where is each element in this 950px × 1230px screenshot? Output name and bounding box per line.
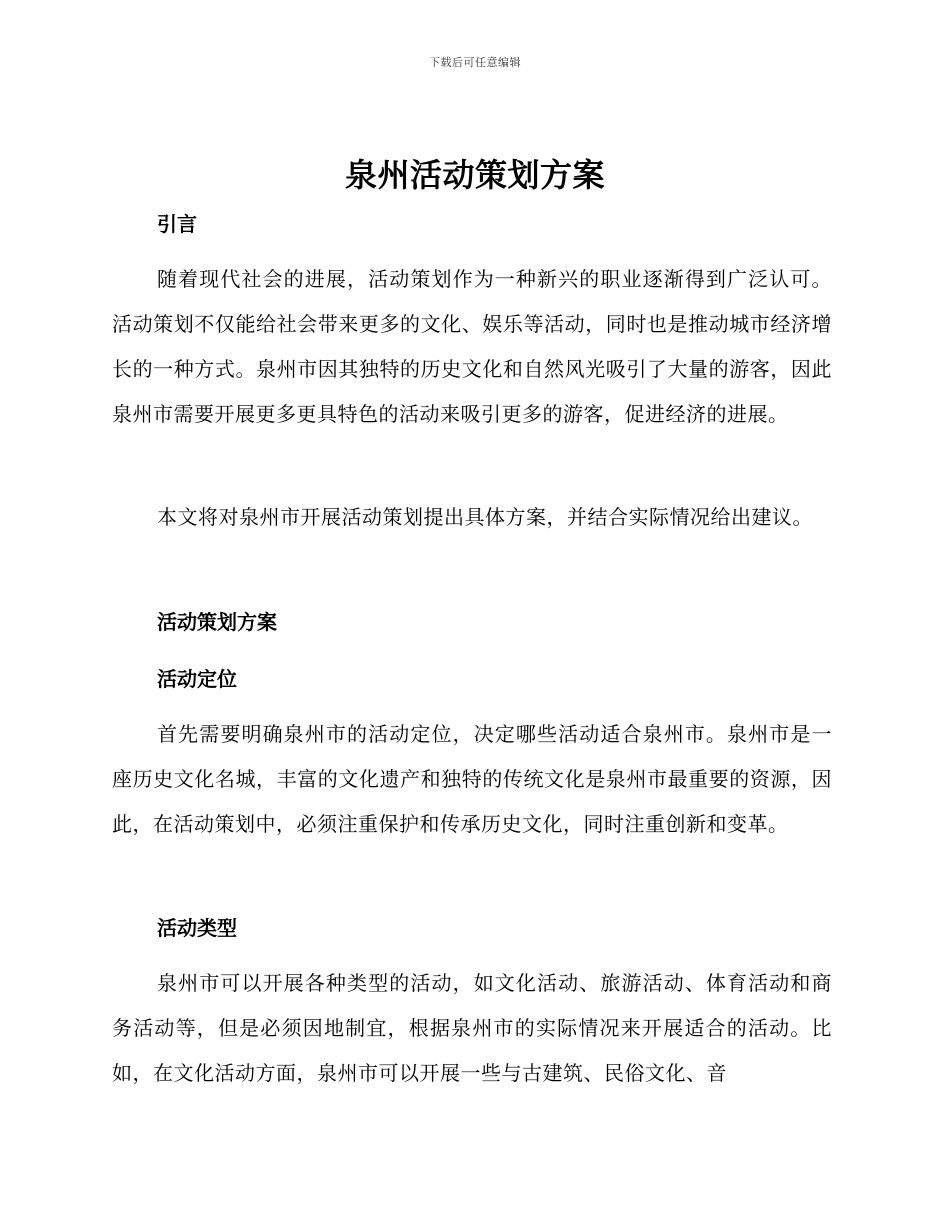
paragraph-intro-2: 本文将对泉州市开展活动策划提出具体方案，并结合实际情况给出建议。: [157, 505, 813, 529]
paragraph-types: 泉州市可以开展各种类型的活动，如文化活动、旅游活动、体育活动和商务活动等，但是必须因地制宜，根据泉州市的实际情况来开展适合的活动。比如，在文化活动方面，泉州市可以开展一些与古建筑、民俗文化、音: [112, 971, 832, 1085]
header-note: 下载后可任意编辑: [429, 56, 521, 69]
paragraph-positioning: 首先需要明确泉州市的活动定位，决定哪些活动适合泉州市。泉州市是一座历史文化名城，丰富的文化遗产和独特的传统文化是泉州市最重要的资源，因此，在活动策划中，必须注重保护和传承历史文化，同时注重创新和变革。: [112, 722, 832, 836]
section-heading-types: 活动类型: [157, 916, 237, 940]
document-title: 泉州活动策划方案: [344, 156, 605, 194]
paragraph-intro-1: 随着现代社会的进展，活动策划作为一种新兴的职业逐渐得到广泛认可。活动策划不仅能给社会带来更多的文化、娱乐等活动，同时也是推动城市经济增长的一种方式。泉州市因其独特的历史文化和自然风光吸引了大量的游客，因此泉州市需要开展更多更具特色的活动来吸引更多的游客，促进经济的进展。: [112, 267, 832, 426]
section-heading-intro: 引言: [157, 212, 197, 236]
section-heading-positioning: 活动定位: [157, 667, 237, 691]
section-heading-plan: 活动策划方案: [157, 610, 277, 634]
